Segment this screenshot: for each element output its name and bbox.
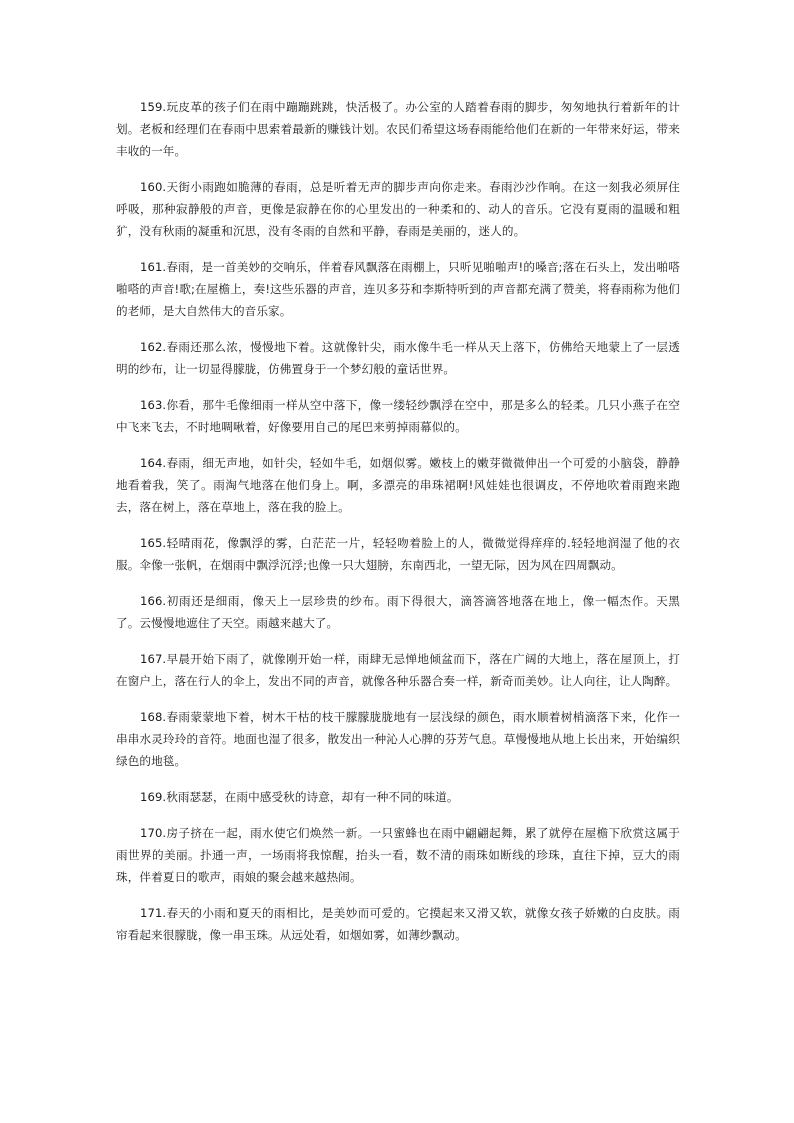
paragraph-163: 163.你看，那牛毛像细雨一样从空中落下，像一缕轻纱飘浮在空中，那是多么的轻柔。几只小燕子在空中飞来飞去，不时地啁啾着，好像要用自己的尾巴来剪掉雨幕似的。: [116, 398, 680, 434]
paragraph-165: 165.轻晴雨花，像飘浮的雾，白茫茫一片，轻轻吻着脸上的人，微微觉得痒痒的.轻轻地润湿了他的衣服。伞像一张帆，在烟雨中飘浮沉浮;也像一只大翅膀，东南西北，一望无际，因为风在四周飘动。: [116, 536, 680, 572]
paragraph-160: 160.天街小雨跑如脆薄的春雨，总是听着无声的脚步声向你走来。春雨沙沙作响。在这一刻我必须屏住呼吸，那种寂静般的声音，更像是寂静在你的心里发出的一种柔和的、动人的音乐。它没有夏雨的温暖和粗犷，没有秋雨的凝重和沉思，没有冬雨的自然和平静，春雨是美丽的，迷人的。: [116, 180, 680, 238]
paragraph-168: 168.春雨蒙蒙地下着，树木干枯的枝干朦朦胧胧地有一层浅绿的颜色，雨水顺着树梢滴落下来，化作一串串水灵玲玲的音符。地面也湿了很多，散发出一种沁人心脾的芬芳气息。草慢慢地从地上长出来，开始编织绿色的地毯。: [116, 710, 680, 768]
paragraph-161: 161.春雨，是一首美妙的交响乐，伴着春风飘落在雨棚上，只听见啪啪声!的嗓音;落在石头上，发出啪嗒啪嗒的声音!歌;在屋檐上，奏!这些乐器的声音，连贝多芬和李斯特听到的声音都充满了赞美，将春雨称为他们的老师，是大自然伟大的音乐家。: [116, 260, 680, 318]
paragraph-170: 170.房子挤在一起，雨水使它们焕然一新。一只蜜蜂也在雨中翩翩起舞，累了就停在屋檐下欣赏这属于雨世界的美丽。扑通一声，一场雨将我惊醒，抬头一看，数不清的雨珠如断线的珍珠，直往下掉，豆大的雨珠，伴着夏日的歌声，雨娘的聚会越来越热闹。: [116, 826, 680, 884]
paragraph-166: 166.初雨还是细雨，像天上一层珍贵的纱布。雨下得很大，滴答滴答地落在地上，像一幅杰作。天黑了。云慢慢地遮住了天空。雨越来越大了。: [116, 594, 680, 630]
document-page: [116, 96, 680, 960]
paragraph-167: 167.早晨开始下雨了，就像刚开始一样，雨肆无忌惮地倾盆而下，落在广阔的大地上，落在屋顶上，打在窗户上，落在行人的伞上，发出不同的声音，就像各种乐器合奏一样，新奇而美妙。让人向往，让人陶醉。: [116, 652, 680, 688]
paragraph-164: 164.春雨，细无声地，如针尖，轻如牛毛，如烟似雾。嫩枝上的嫩芽微微伸出一个可爱的小脑袋，静静地看着我，笑了。雨淘气地落在他们身上。啊，多漂亮的串珠裙啊!风娃娃也很调皮，不停地吹着雨跑来跑去，落在树上，落在草地上，落在我的脸上。: [116, 456, 680, 514]
paragraph-162: 162.春雨还那么浓，慢慢地下着。这就像针尖，雨水像牛毛一样从天上落下，仿佛给天地蒙上了一层透明的纱布，让一切显得朦胧，仿佛置身于一个梦幻般的童话世界。: [116, 340, 680, 376]
paragraph-159: 159.玩皮革的孩子们在雨中蹦蹦跳跳，快活极了。办公室的人踏着春雨的脚步，匆匆地执行着新年的计划。老板和经理们在春雨中思索着最新的赚钱计划。农民们希望这场春雨能给他们在新的一年带来好运，带来丰收的一年。: [116, 100, 680, 158]
paragraph-169: 169.秋雨瑟瑟，在雨中感受秋的诗意，却有一种不同的味道。: [140, 790, 459, 804]
paragraph-171: 171.春天的小雨和夏天的雨相比，是美妙而可爱的。它摸起来又滑又软，就像女孩子娇嫩的白皮肤。雨帘看起来很朦胧，像一串玉珠。从远处看，如烟如雾，如薄纱飘动。: [116, 906, 680, 942]
